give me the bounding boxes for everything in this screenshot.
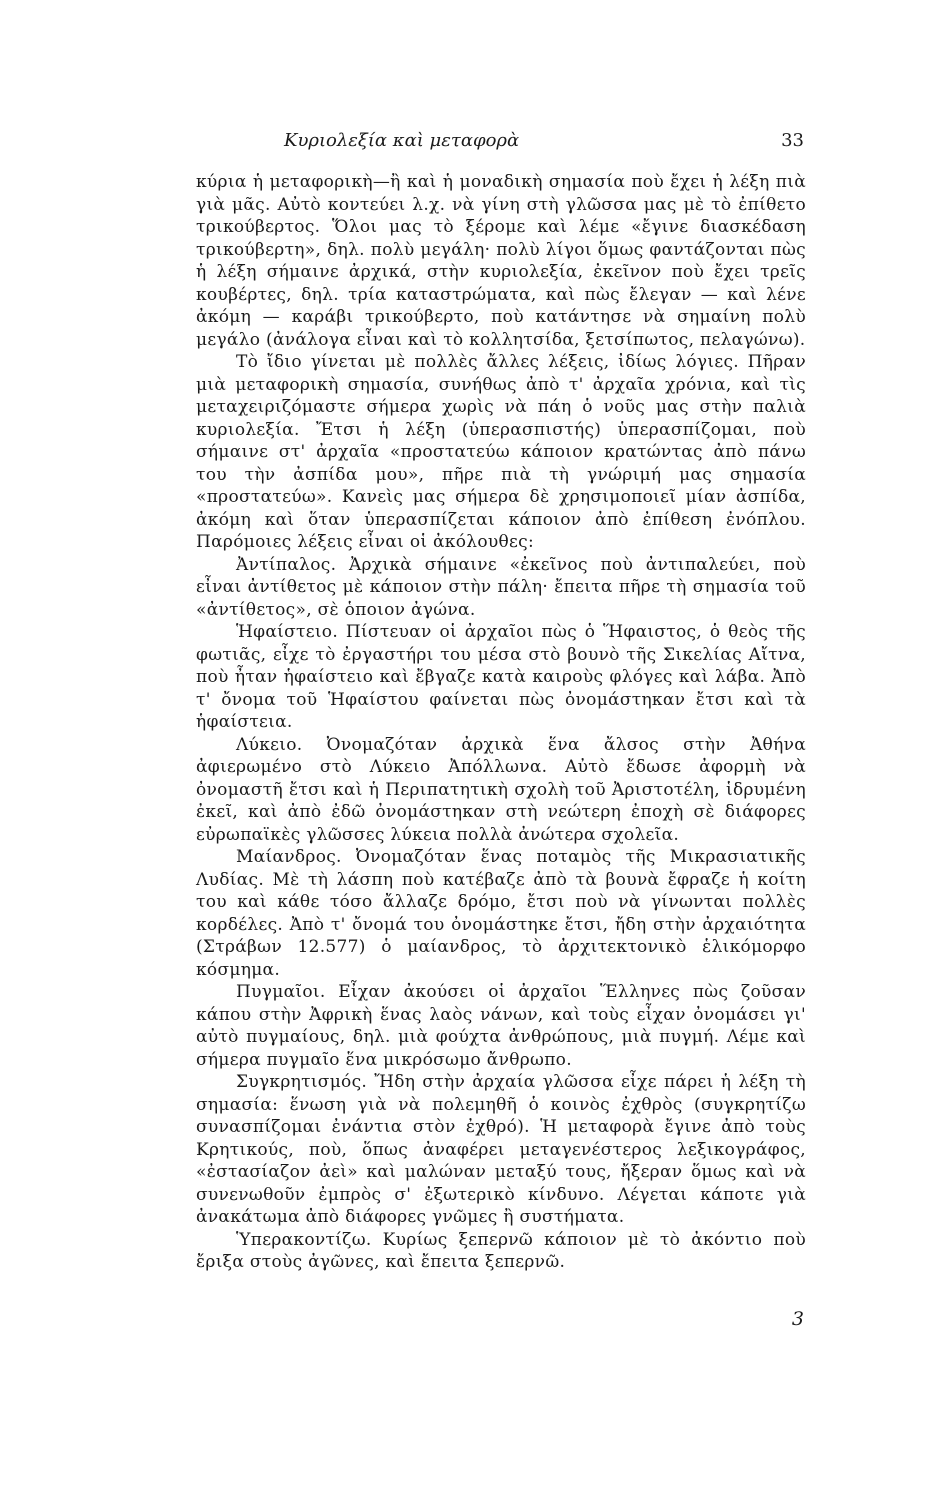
running-title: Κυριολεξία καὶ μεταφορὰ (284, 130, 520, 151)
entry-ifaisteio: Ἡφαίστειο. Πίστευαν οἱ ἀρχαῖοι πὼς ὁ Ἥφαιστος, ὁ θεὸς τῆς φωτιᾶς, εἶχε τὸ ἐργαστήρι του μέσα στὸ βουνὸ τῆς Σικελίας Αἴτνα, ποὺ ἦταν ἡφαίστειο καὶ ἔβγαζε κατὰ καιροὺς φλόγες καὶ λάβα. Ἀπὸ τ' ὄνομα τοῦ Ἡφαίστου φαίνεται πὼς ὀνομάστηκαν ἔτσι καὶ τὰ ἡφαίστεια. (196, 622, 806, 732)
paragraph: κύρια ἡ μεταφορικὴ—ἢ καὶ ἡ μοναδικὴ σημασία ποὺ ἔχει ἡ λέξη πιὰ γιὰ μᾶς. Αὐτὸ κοντεύει λ.χ. νὰ γίνη στὴ γλῶσσα μας μὲ τὸ ἐπίθετο τρικούβερτος. Ὅλοι μας τὸ ξέρομε καὶ λέμε «ἔγινε διασκέδαση τρικούβερτη», δηλ. πολὺ μεγάλη· πολὺ λίγοι ὅμως φαντάζονται πὼς ἡ λέξη σήμαινε ἀρχικά, στὴν κυριολεξία, ἐκεῖνον ποὺ ἔχει τρεῖς κουβέρτες, δηλ. τρία καταστρώματα, καὶ πὼς ἔλεγαν — καὶ λένε ἀκόμη — καράβι τρικούβερτο, ποὺ κατάντησε νὰ σημαίνη πολὺ μεγάλο (ἀνάλογα εἶναι καὶ τὸ κολλητσίδα, ξετσίπωτος, πελαγώνω). (196, 172, 806, 350)
entry-maiandros: Μαίανδρος. Ὀνομαζόταν ἕνας ποταμὸς τῆς Μικρασιατικῆς Λυδίας. Μὲ τὴ λάσπη ποὺ κατέβαζε ἀπὸ τὰ βουνὰ ἔφραζε ἡ κοίτη του καὶ κάθε τόσο ἄλλαζε δρόμο, ἔτσι ποὺ νὰ γίνωνται πολλὲς κορδέλες. Ἀπὸ τ' ὄνομά του ὀνομάστηκε ἔτσι, ἤδη στὴν ἀρχαιότητα (Στράβων 12.577) ὁ μαίανδρος, τὸ ἀρχιτεκτονικὸ ἑλικόμορφο κόσμημα. (196, 847, 806, 980)
entry-pygmaioi: Πυγμαῖοι. Εἶχαν ἀκούσει οἱ ἀρχαῖοι Ἕλληνες πὼς ζοῦσαν κάπου στὴν Ἀφρικὴ ἕνας λαὸς νάνων, καὶ τοὺς εἶχαν ὀνομάσει γι' αὐτὸ πυγμαίους, δηλ. μιὰ φούχτα ἀνθρώπους, μιὰ πυγμή. Λέμε καὶ σήμερα πυγμαῖο ἕνα μικρόσωμο ἄνθρωπο. (196, 982, 806, 1070)
entry-sygkritismos: Συγκρητισμός. Ἤδη στὴν ἀρχαία γλῶσσα εἶχε πάρει ἡ λέξη τὴ σημασία: ἕνωση γιὰ νὰ πολεμηθῆ ὁ κοινὸς ἐχθρὸς (συγκρητίζω συνασπίζομαι ἐνάντια στὸν ἐχθρό). Ἡ μεταφορὰ ἔγινε ἀπὸ τοὺς Κρητικούς, ποὺ, ὅπως ἀναφέρει μεταγενέστερος λεξικογράφος, «ἐστασίαζον ἀεὶ» καὶ μαλώναν μεταξύ τους, ἤξεραν ὅμως καὶ νὰ συνενωθοῦν ἐμπρὸς σ' ἐξωτερικὸ κίνδυνο. Λέγεται κάποτε γιὰ ἀνακάτωμα ἀπὸ διάφορες γνῶμες ἢ συστήματα. (196, 1072, 806, 1227)
page-number: 33 (781, 130, 804, 151)
paragraph: Τὸ ἴδιο γίνεται μὲ πολλὲς ἄλλες λέξεις, ἰδίως λόγιες. Πῆραν μιὰ μεταφορικὴ σημασία, συνήθως ἀπὸ τ' ἀρχαῖα χρόνια, καὶ τὶς μεταχειριζόμαστε σήμερα χωρὶς νὰ πάη ὁ νοῦς μας στὴν παλιὰ κυριολεξία. Ἔτσι ἡ λέξη (ὑπερασπιστής) ὑπερασπίζομαι, ποὺ σήμαινε στ' ἀρχαῖα «προστατεύω κάποιον κρατώντας ἀπὸ πάνω του τὴν ἀσπίδα μου», πῆρε πιὰ τὴ γνώριμή μας σημασία «προστατεύω». Κανεὶς μας σήμερα δὲ χρησιμοποιεῖ μίαν ἀσπίδα, ἀκόμη καὶ ὅταν ὑπερασπίζεται κάποιον ἀπὸ ἐπίθεση ἐνόπλου. Παρόμοιες λέξεις εἶναι οἱ ἀκόλουθες: (196, 352, 806, 552)
body-text (196, 171, 806, 1274)
running-header (196, 130, 804, 160)
signature-mark: 3 (791, 1308, 804, 1330)
entry-antipalos: Ἀντίπαλος. Ἀρχικὰ σήμαινε «ἐκεῖνος ποὺ ἀντιπαλεύει, ποὺ εἶναι ἀντίθετος μὲ κάποιον στὴν πάλη· ἔπειτα πῆρε τὴ σημασία τοῦ «ἀντίθετος», σὲ ὁποιον ἀγώνα. (196, 554, 806, 620)
entry-yperakontizo: Ὑπερακοντίζω. Κυρίως ξεπερνῶ κάποιον μὲ τὸ ἀκόντιο ποὺ ἔριξα στοὺς ἀγῶνες, καὶ ἔπειτα ξεπερνῶ. (196, 1229, 806, 1272)
entry-lykeio: Λύκειο. Ὀνομαζόταν ἀρχικὰ ἕνα ἄλσος στὴν Ἀθήνα ἀφιερωμένο στὸ Λύκειο Ἀπόλλωνα. Αὐτὸ ἔδωσε ἀφορμὴ νὰ ὀνομαστῆ ἔτσι καὶ ἡ Περιπατητικὴ σχολὴ τοῦ Ἀριστοτέλη, ἱδρυμένη ἐκεῖ, καὶ ἀπὸ ἐδῶ ὀνομάστηκαν στὴ νεώτερη ἐποχὴ σὲ διάφορες εὐρωπαϊκὲς γλῶσσες λύκεια πολλὰ ἀνώτερα σχολεῖα. (196, 734, 806, 845)
